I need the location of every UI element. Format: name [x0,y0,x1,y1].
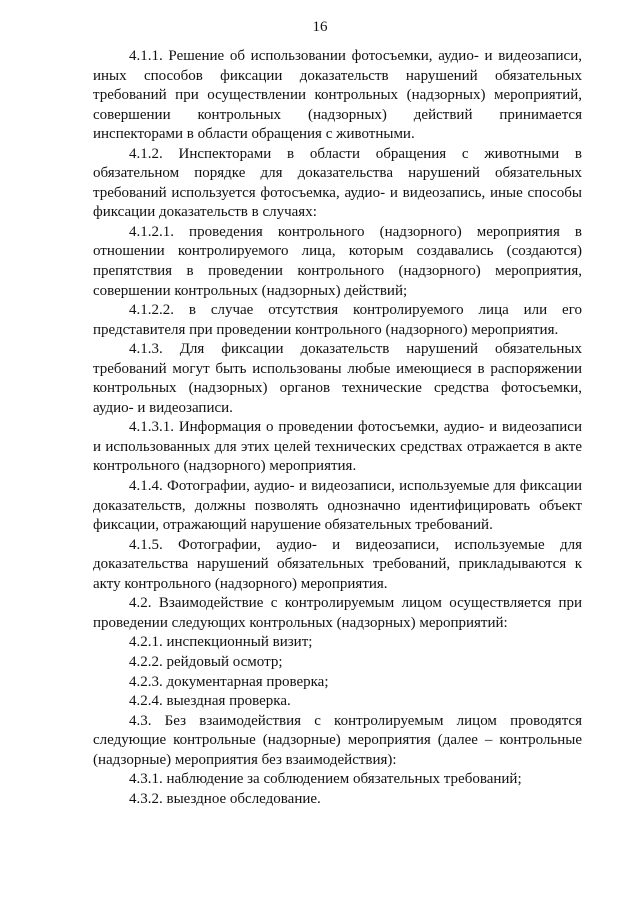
paragraph-4-1-3: 4.1.3. Для фиксации доказательств нарушений обязательных требований могут быть использованы любые имеющиеся в распоряжении контрольных (надзорных) органов технические средства фотосъемки, аудио- и видеозаписи. [93,341,582,416]
page-number: 16 [312,19,328,35]
paragraph-4-2-2: 4.2.2. рейдовый осмотр; [129,653,283,670]
paragraph-4-1-5: 4.1.5. Фотографии, аудио- и видеозаписи, используемые для доказательства нарушений обязательных требований, прикладываются к акту контрольного (надзорного) мероприятия. [93,536,582,592]
paragraph-4-2-4: 4.2.4. выездная проверка. [129,693,291,710]
paragraph-4-2: 4.2. Взаимодействие с контролируемым лицом осуществляется при проведении следующих контрольных (надзорных) мероприятий: [93,595,582,631]
paragraph-4-1-2: 4.1.2. Инспекторами в области обращения с животными в обязательном порядке для доказательства нарушений обязательных требований используется фотосъемка, аудио- и видеозапись, иные способы фиксации доказательств в случаях: [93,145,582,221]
paragraph-4-3-1: 4.3.1. наблюдение за соблюдением обязательных требований; [129,771,522,788]
paragraph-4-2-1: 4.2.1. инспекционный визит; [129,634,313,651]
paragraph-4-1-3-1: 4.1.3.1. Информация о проведении фотосъемки, аудио- и видеозаписи и использованных для этих целей технических средствах отражается в акте контрольного (надзорного) мероприятия. [93,419,582,475]
paragraph-4-2-3: 4.2.3. документарная проверка; [129,673,329,690]
paragraph-4-1-2-1: 4.1.2.1. проведения контрольного (надзорного) мероприятия в отношении контролируемого лица, которым создавались (создаются) препятствия в проведении контрольного (надзорного) мероприятия, совершении контрольных (надзорных) действий; [93,223,582,299]
document-body [93,47,582,809]
paragraph-4-1-2-2: 4.1.2.2. в случае отсутствия контролируемого лица или его представителя при проведении контрольного (надзорного) мероприятия. [93,302,582,338]
paragraph-4-1-1: 4.1.1. Решение об использовании фотосъемки, аудио- и видеозаписи, иных способов фиксации доказательств нарушений обязательных требований при осуществлении контрольных (надзорных) мероприятий, совершении контрольных (надзорных) действий принимается инспекторами в области обращения с животными. [93,48,582,143]
paragraph-4-3-2: 4.3.2. выездное обследование. [129,790,321,807]
paragraph-4-1-4: 4.1.4. Фотографии, аудио- и видеозаписи, используемые для фиксации доказательств, должны позволять однозначно идентифицировать объект фиксации, отражающий нарушение обязательных требований. [93,478,582,534]
paragraph-4-3: 4.3. Без взаимодействия с контролируемым лицом проводятся следующие контрольные (надзорные) мероприятия (далее – контрольные (надзорные) мероприятия без взаимодействия): [93,712,582,768]
